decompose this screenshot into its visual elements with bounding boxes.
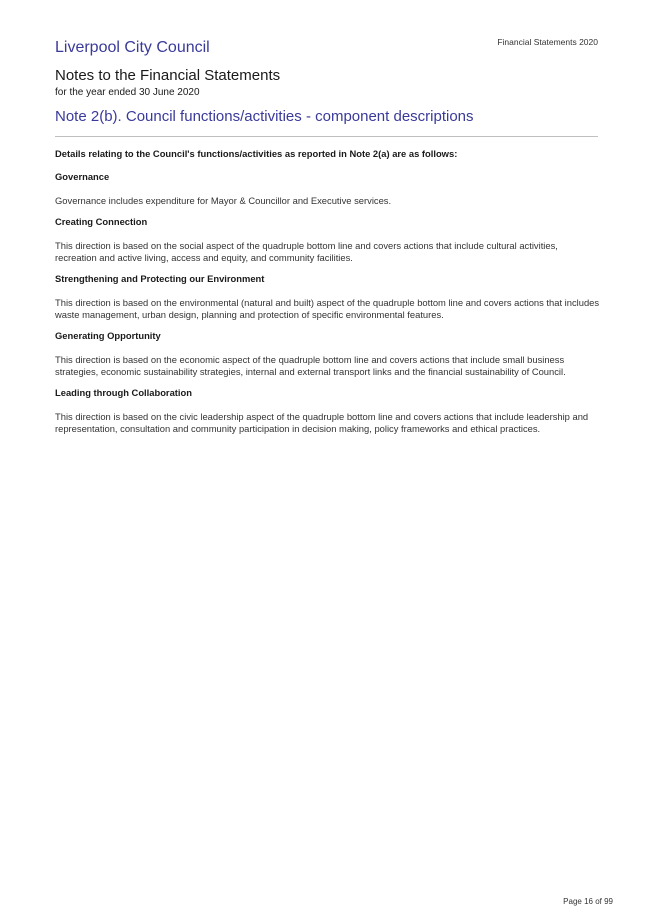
document-subtitle: for the year ended 30 June 2020 bbox=[55, 87, 200, 98]
section-creating-connection bbox=[55, 216, 600, 264]
section-heading: Leading through Collaboration bbox=[55, 387, 192, 398]
section-generating-opportunity bbox=[55, 330, 600, 378]
section-body: Governance includes expenditure for Mayor & Councillor and Executive services. bbox=[55, 195, 392, 206]
document-title: Notes to the Financial Statements bbox=[55, 67, 281, 84]
section-strengthening-environment bbox=[55, 273, 600, 321]
section-body: This direction is based on the civic leadership aspect of the quadruple bottom line and covers actions that include leadership and representation, consultation and community participation in decision making, policy frameworks and ethical practices. bbox=[55, 411, 589, 434]
note-title: Note 2(b). Council functions/activities - component descriptions bbox=[55, 108, 474, 125]
section-heading: Creating Connection bbox=[55, 216, 148, 227]
section-heading: Generating Opportunity bbox=[55, 330, 161, 341]
note-content bbox=[55, 148, 600, 444]
section-leading-collaboration bbox=[55, 387, 600, 435]
page-number: Page 16 of 99 bbox=[563, 897, 613, 906]
organisation-name: Liverpool City Council bbox=[55, 39, 210, 56]
section-heading: Governance bbox=[55, 171, 110, 182]
note-intro: Details relating to the Council's functions/activities as reported in Note 2(a) are as follows: bbox=[55, 148, 458, 159]
section-governance bbox=[55, 171, 600, 207]
document-label: Financial Statements 2020 bbox=[497, 37, 598, 47]
section-heading: Strengthening and Protecting our Environment bbox=[55, 273, 265, 284]
section-body: This direction is based on the social aspect of the quadruple bottom line and covers actions that include cultural activities, recreation and active living, access and equity, and community facilities. bbox=[55, 240, 558, 263]
section-body: This direction is based on the economic aspect of the quadruple bottom line and covers actions that include small business strategies, economic sustainability strategies, internal and external transport links and the financial sustainability of Council. bbox=[55, 354, 566, 377]
section-body: This direction is based on the environmental (natural and built) aspect of the quadruple bottom line and covers actions that includes waste management, urban design, planning and protection of specific environmental features. bbox=[55, 297, 600, 320]
divider bbox=[55, 136, 598, 137]
